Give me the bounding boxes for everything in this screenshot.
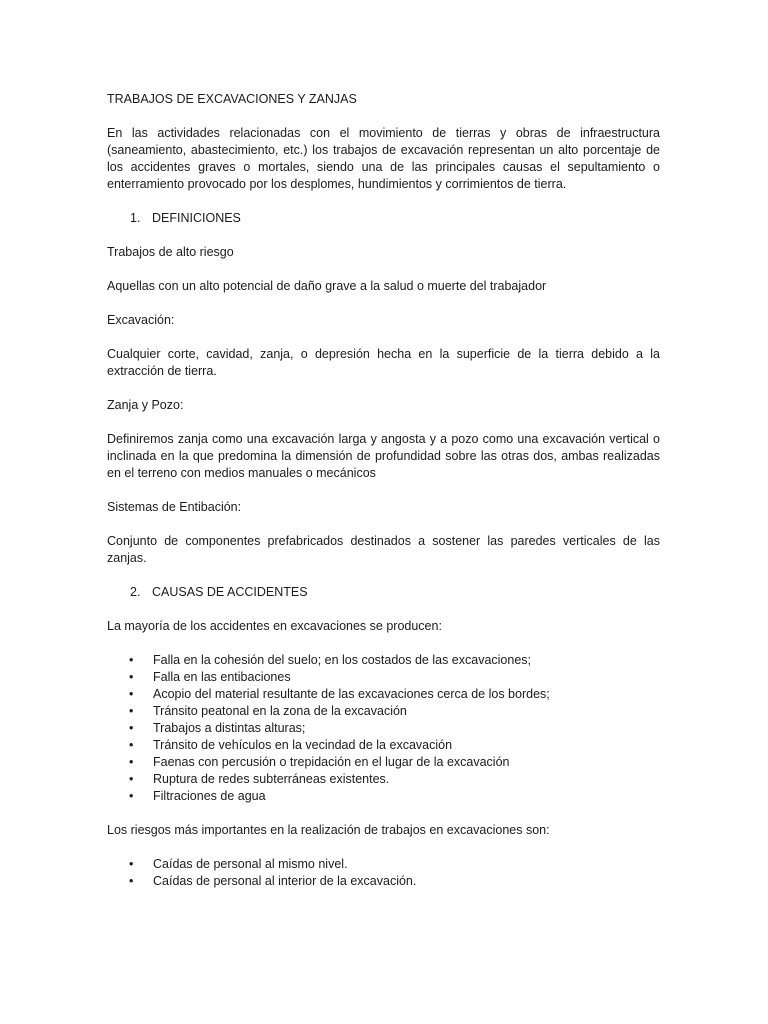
list-item [107, 686, 660, 703]
definition-text: Definiremos zanja como una excavación larga y angosta y a pozo como una excavación vertical o inclinada en la que predomina la dimensión de profundidad sobre las otras dos, ambas realizadas en el terreno con medios manuales o mecánicos [107, 432, 660, 480]
risks-lead: Los riesgos más importantes en la realización de trabajos en excavaciones son: [107, 823, 550, 837]
risks-list [107, 856, 660, 890]
bullet-icon: • [129, 721, 134, 735]
bullet-icon: • [129, 653, 134, 667]
list-item-text: Trabajos a distintas alturas; [153, 721, 306, 735]
causes-list [107, 652, 660, 805]
list-item-text: Faenas con percusión o trepidación en el lugar de la excavación [153, 755, 510, 769]
list-item-text: Caídas de personal al interior de la excavación. [153, 874, 417, 888]
list-item-text: Falla en la cohesión del suelo; en los costados de las excavaciones; [153, 653, 532, 667]
list-item [107, 669, 660, 686]
section-2-number: 2. [130, 585, 141, 599]
list-item [107, 703, 660, 720]
bullet-icon: • [129, 687, 134, 701]
bullet-icon: • [129, 772, 134, 786]
list-item-text: Caídas de personal al mismo nivel. [153, 857, 348, 871]
list-item [107, 788, 660, 805]
bullet-icon: • [129, 857, 134, 871]
bullet-icon: • [129, 874, 134, 888]
section-1-number: 1. [130, 211, 141, 225]
list-item [107, 873, 660, 890]
list-item-text: Tránsito de vehículos en la vecindad de la excavación [153, 738, 453, 752]
intro-paragraph: En las actividades relacionadas con el movimiento de tierras y obras de infraestructura (saneamiento, abastecimiento, etc.) los trabajos de excavación representan un alto porcentaje de los accidentes graves o mortales, siendo una de las principales causas el sepultamiento o enterramiento provocado por los desplomes, hundimientos y corrimientos de tierra. [107, 126, 660, 191]
list-item [107, 856, 660, 873]
section-2-heading [130, 584, 660, 601]
list-item-text: Filtraciones de agua [153, 789, 266, 803]
list-item [107, 720, 660, 737]
definition-text: Conjunto de componentes prefabricados destinados a sostener las paredes verticales de las zanjas. [107, 534, 660, 565]
bullet-icon: • [129, 670, 134, 684]
definition-text: Cualquier corte, cavidad, zanja, o depresión hecha en la superficie de la tierra debido a la extracción de tierra. [107, 347, 660, 378]
list-item-text: Falla en las entibaciones [153, 670, 291, 684]
bullet-icon: • [129, 755, 134, 769]
list-item-text: Ruptura de redes subterráneas existentes. [153, 772, 390, 786]
list-item [107, 652, 660, 669]
section-1-title: DEFINICIONES [152, 211, 241, 225]
list-item [107, 771, 660, 788]
definition-term: Excavación: [107, 313, 175, 327]
list-item [107, 754, 660, 771]
definition-text: Aquellas con un alto potencial de daño grave a la salud o muerte del trabajador [107, 279, 547, 293]
list-item [107, 737, 660, 754]
list-item-text: Tránsito peatonal en la zona de la excavación [153, 704, 407, 718]
document-title: TRABAJOS DE EXCAVACIONES Y ZANJAS [107, 92, 357, 106]
list-item-text: Acopio del material resultante de las excavaciones cerca de los bordes; [153, 687, 550, 701]
document-body [107, 91, 660, 890]
definition-term: Trabajos de alto riesgo [107, 245, 234, 259]
definition-term: Zanja y Pozo: [107, 398, 184, 412]
bullet-icon: • [129, 738, 134, 752]
bullet-icon: • [129, 704, 134, 718]
section-2-title: CAUSAS DE ACCIDENTES [152, 585, 308, 599]
causes-lead: La mayoría de los accidentes en excavaciones se producen: [107, 619, 442, 633]
section-1-heading [130, 210, 660, 227]
bullet-icon: • [129, 789, 134, 803]
definition-term: Sistemas de Entibación: [107, 500, 242, 514]
